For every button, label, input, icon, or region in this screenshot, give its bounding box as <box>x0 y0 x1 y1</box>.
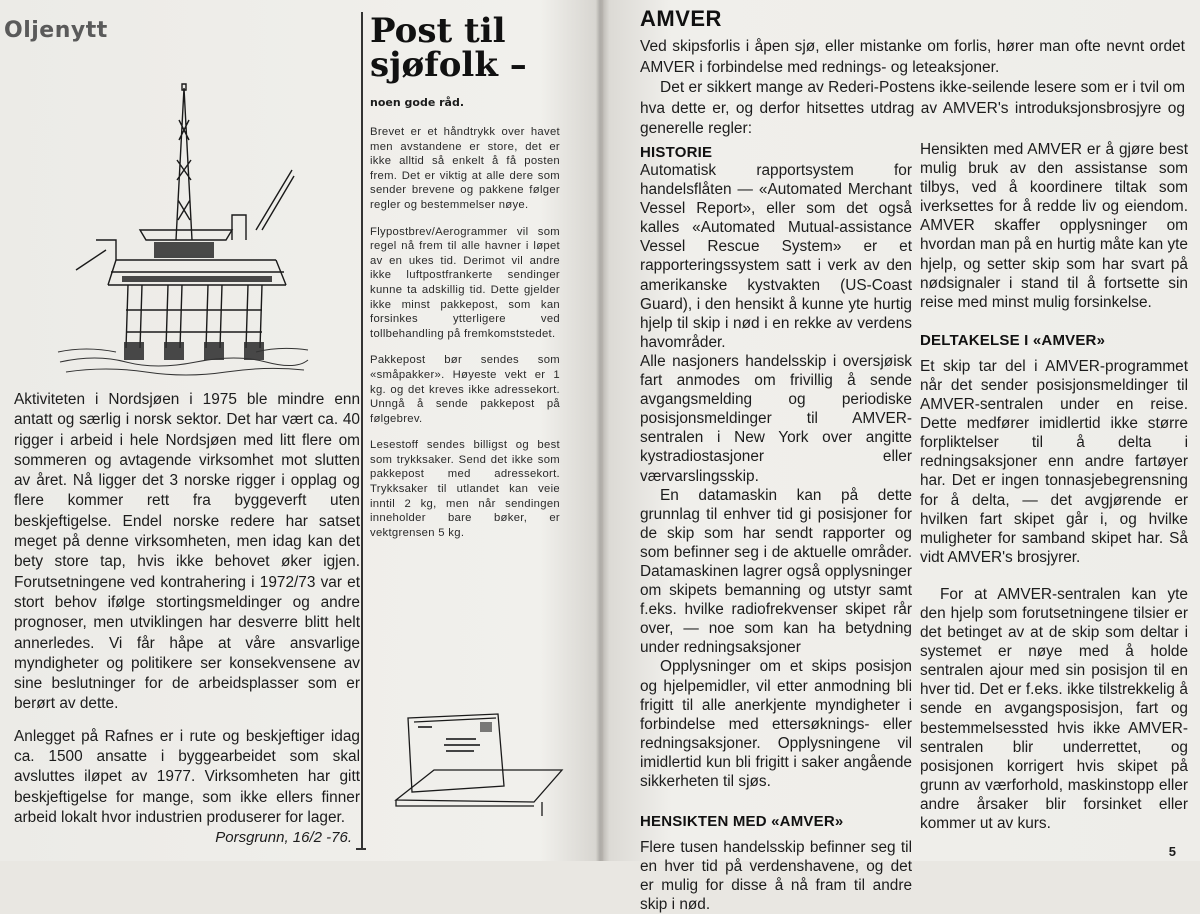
post-paragraph: Pakkepost bør sendes som «småpakker». Høyeste vekt er 1 kg. og det kreves ikke adressekort. Unngå å sende pakkepost på følgebrev. <box>370 354 560 425</box>
hensikten-heading: HENSIKTEN MED «AMVER» <box>640 813 844 831</box>
oil-rig-illustration <box>56 80 312 380</box>
amver-column-left <box>640 8 912 914</box>
oljenytt-signature: Porsgrunn, 16/2 -76. <box>215 829 352 846</box>
page-gutter <box>596 0 604 861</box>
envelope-illustration <box>394 706 564 826</box>
post-title-line-2: sjøfolk – <box>370 45 527 85</box>
historie-heading: HISTORIE <box>640 144 713 161</box>
post-title <box>370 11 560 85</box>
column-divider-rule <box>361 12 363 848</box>
amver-column-right <box>920 8 1188 859</box>
amver-title: AMVER <box>640 6 722 31</box>
oljenytt-title: Oljenytt <box>4 18 108 43</box>
post-title-line-1: Post til <box>370 11 506 51</box>
oljenytt-column <box>4 14 360 854</box>
historie-paragraph: En datamaskin kan på dette grunnlag til enhver tid gi posisjoner for de skip som har sendt rapporter og som befinner seg i de aktuelle områder. Datamaskinen lagrer også opplysninger om skipets bemanning og utstyr samt f.eks. hvilke radiofrekvenser skipet rår over, — noe som kan ha betydning under redningsaksjoner <box>640 486 912 657</box>
amver-intro-paragraph: Det er sikkert mange av Rederi-Postens ikke-seilende lesere som er i tvil om hva dette er, og derfor hitsettes utdrag av AMVER's introduksjonsbrosjyre og generelle regler: <box>640 79 1185 137</box>
post-paragraph: Brevet er et håndtrykk over havet men avstandene er store, det er ikke alltid så enkelt å få posten frem. Det er viktig at alle dere som sender brevene og pakkene følger regler og bestemmelser nøye. <box>370 126 560 211</box>
oljenytt-paragraph: Anlegget på Rafnes er i rute og beskjeftiger idag ca. 1500 ansatte i byggearbeidet som skal avsluttes iløpet av 1977. Virksomheten har gitt beskjeftigelse for mange, som ikke ellers finner arbeid lokalt hvor industrien produserer for lager. <box>14 727 360 826</box>
oljenytt-body <box>14 390 360 840</box>
deltakelse-paragraph: For at AMVER-sentralen kan yte den hjelp som forutsetningene tilsier er det betinget av at de skip som deltar i systemet er nøye med å holde sentralen ajour med sin posisjon til en hver tid. Det er f.eks. ikke tilstrekkelig å sende en avgangsposisjon, fart og bestemmelsessted hvis ikke AMVER-sentralen blir underrettet, og posisjonen korrigert hvis skipet på grunn av værforhold, maskinstopp eller andre årsaker blir forsinket eller kommer ut av kurs. <box>920 585 1188 832</box>
hensikten-paragraph: Flere tusen handelsskip befinner seg til en hver tid på verdenshavene, og det er mulig for disse å nå fram til andre skip i nød. <box>640 839 912 914</box>
post-paragraph: Lesestoff sendes billigst og best som trykksaker. Send det ikke som pakkepost med adressekort. Trykksaker til utlandet kan veie inntil 2 kg, men når sendingen inneholder bare bøker, er vektgrensen 5 kg. <box>370 439 560 539</box>
post-body <box>370 125 560 540</box>
post-paragraph: Flypostbrev/Aerogrammer vil som regel nå frem til alle havner i løpet av en ukes tid. Derimot vil andre ikke luftpostfrankerte sendinger kunne ta adskillig tid. Dette gjelder ikke minst pakkepost, som kan forsinkes ytterligere ved tollbehandling på fremkomststedet. <box>370 225 560 340</box>
historie-paragraph: Automatisk rapportsystem for handelsflåten — «Automated Merchant Vessel Report», eller som det også kalles «Automated Mutual-assistance Vessel Rescue System» er et rapporteringssystem satt i verk av den amerikanske kystvakten (US-Coast Guard), i den hensikt å kunne yte hurtig hjelp til skip i nød i en rekke av verdens havområder. <box>640 162 912 351</box>
column-corner-rule <box>356 848 366 850</box>
page-number: 5 <box>1168 844 1176 859</box>
historie-paragraph: Alle nasjoners handelsskip i oversjøisk fart anmodes om frivillig å sende avgangsmelding og periodiske posisjonsmeldinger til AMVER-sentralen i New York over angitte kystradiostasjoner eller værvarslingsskip. <box>640 352 912 485</box>
historie-paragraph: Opplysninger om et skips posisjon og hjelpemidler, vil etter anmodning bli frigitt til alle anerkjente myndigheter i forbindelse med ettersøknings- eller redningsaksjoner. Opplysningene vil imidlertid kun bli frigitt i saker angående sikkerheten til sjøs. <box>640 658 912 790</box>
hensikten-paragraph: Hensikten med AMVER er å gjøre best mulig bruk av den assistanse som tilbys, ved å koordinere tiltak som iverksettes for å redde liv og eiendom. AMVER skaffer opplysninger om hvordan man på en hurtig måte kan yte hjelp, og setter skip som har svart på nødsignaler i stand til å fortsette sin reise med minst mulig forsinkelse. <box>920 141 1188 311</box>
deltakelse-paragraph: Et skip tar del i AMVER-programmet når det sender posisjonsmeldinger til AMVER-sentralen under en reise. Dette medfører imidlertid ikke større forpliktelser til å delta i redningsaksjoner enn andre fartøyer har. Det er ingen tonnasjebegrensning for å delta, — det avgjørende er hvilken fart skipet går i, og hvilke muligheter for samband skipet har. Så vidt AMVER's brosjyrer. <box>920 357 1188 566</box>
oljenytt-paragraph: Aktiviteten i Nordsjøen i 1975 ble mindre enn antatt og særlig i norsk sektor. Det har vært ca. 40 rigger i arbeid i hele Nordsjøen med litt flere om sommeren og avtagende virksomhet mot slutten av året. Nå ligger det 3 norske rigger i opplag og flere kommer rett fra byggeverft uten beskjeftigelse. Endel norske redere har satset meget på denne virksomheten, men idag kan det bety store tap, hvis ikke behovet øker igjen. Forutsetningene ved kontrahering i 1972/73 var et stort behov ifølge stortingsmeldinger og andre prognoser, men utviklingen har desverre blitt helt annerledes. Vi får håpe at våre ansvarlige myndigheter og politikere ser konsekvensene av sine beslutninger for de arbeidsplasser som er berørt av dette. <box>14 391 360 713</box>
post-subtitle: noen gode råd. <box>370 96 465 109</box>
amver-intro-paragraph: Ved skipsforlis i åpen sjø, eller mistanke om forlis, hører man ofte nevnt ordet AMVER i forbindelse med rednings- og leteaksjoner. <box>640 38 1185 76</box>
post-column <box>370 11 560 854</box>
deltakelse-heading: DELTAKELSE I «AMVER» <box>920 331 1106 349</box>
